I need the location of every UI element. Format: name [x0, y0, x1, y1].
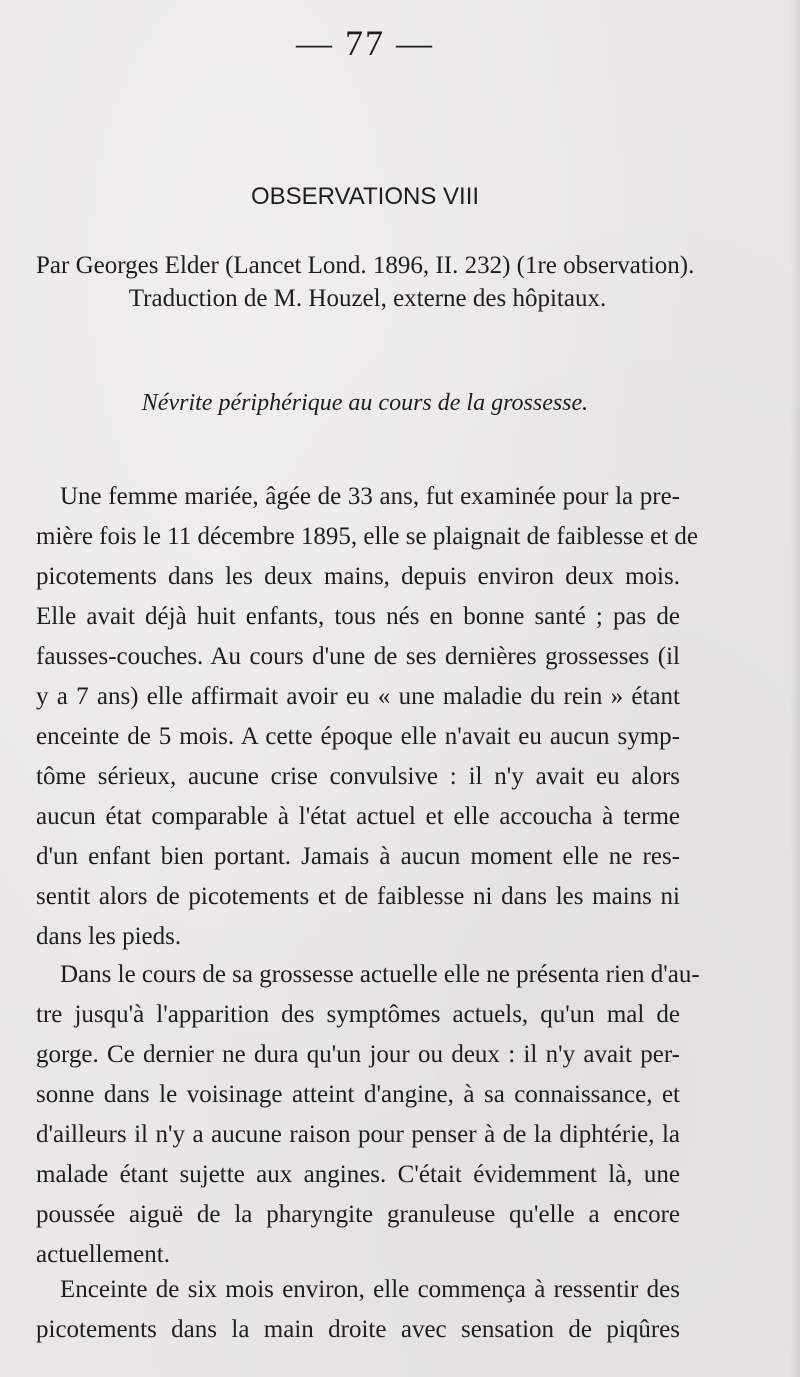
text-line: Enceinte de six mois environ, elle commença à ressentir des — [60, 1276, 680, 1303]
text-line: tôme sérieux, aucune crise convulsive : il n'y avait eu alors — [36, 763, 680, 790]
paragraph-2 — [36, 955, 700, 1275]
text-line: picotements dans la main droite avec sensation de piqûres — [36, 1316, 680, 1343]
text-line: actuellement. — [36, 1241, 170, 1268]
text-line: sonne dans le voisinage atteint d'angine, à sa connaissance, et — [36, 1081, 680, 1108]
text-line: enceinte de 5 mois. A cette époque elle n'avait eu aucun symp- — [36, 723, 680, 750]
text-line: malade étant sujette aux angines. C'était évidemment là, une — [36, 1161, 680, 1188]
paragraph-3 — [36, 1270, 680, 1350]
text-line: sentit alors de picotements et de faiblesse ni dans les mains ni — [36, 883, 680, 910]
text-line: gorge. Ce dernier ne dura qu'un jour ou deux : il n'y avait per- — [36, 1041, 680, 1068]
text-line: d'ailleurs il n'y a aucune raison pour penser à de la diphtérie, la — [36, 1121, 680, 1148]
author-citation-line: Par Georges Elder (Lancet Lond. 1896, II. 232) (1re observation). — [36, 252, 695, 279]
text-line: Une femme mariée, âgée de 33 ans, fut examinée pour la pre- — [60, 483, 680, 510]
translator-line: Traduction de M. Houzel, externe des hôpitaux. — [128, 285, 607, 312]
section-heading: OBSERVATIONS VIII — [250, 183, 480, 210]
text-line: aucun état comparable à l'état actuel et elle accoucha à terme — [36, 803, 680, 830]
text-line: Elle avait déjà huit enfants, tous nés en bonne santé ; pas de — [36, 603, 680, 630]
text-line: y a 7 ans) elle affirmait avoir eu « une maladie du rein » étant — [36, 683, 680, 710]
paragraph-1 — [36, 477, 699, 957]
text-line: d'un enfant bien portant. Jamais à aucun moment elle ne res- — [36, 843, 680, 870]
text-line: picotements dans les deux mains, depuis environ deux mois. — [36, 563, 680, 590]
page-edge-shadow — [790, 0, 800, 1377]
text-line: dans les pieds. — [36, 923, 182, 950]
case-subtitle: Névrite périphérique au cours de la grossesse. — [141, 390, 589, 416]
text-line: tre jusqu'à l'apparition des symptômes actuels, qu'un mal de — [36, 1001, 680, 1028]
text-line: fausses-couches. Au cours d'une de ses dernières grossesses (il — [36, 643, 680, 670]
text-line: poussée aiguë de la pharyngite granuleuse qu'elle a encore — [36, 1201, 680, 1228]
text-line: Dans le cours de sa grossesse actuelle elle ne présenta rien d'au- — [60, 961, 700, 988]
page-number: — 77 — — [296, 23, 434, 63]
text-line: mière fois le 11 décembre 1895, elle se plaignait de faiblesse et de — [36, 523, 699, 550]
